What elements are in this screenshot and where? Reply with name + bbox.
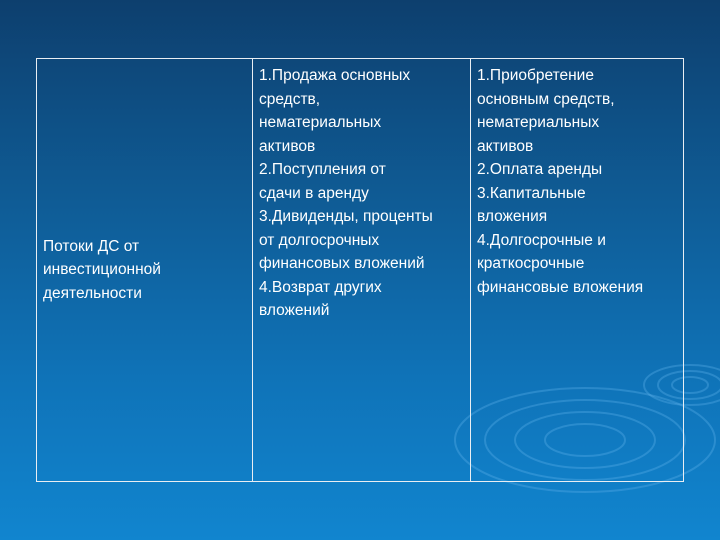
outflows-cell [471, 59, 684, 482]
outflows-list: 1.Приобретение основным средств, нематериальных активов 2.Оплата аренды 3.Капитальные вложения 4.Долгосрочные и краткосрочные финансовые вложения [477, 67, 644, 296]
investment-cash-flows-table [36, 58, 684, 482]
inflows-cell [253, 59, 471, 482]
category-cell [37, 59, 253, 482]
inflows-list: 1.Продажа основных средств, нематериальных активов 2.Поступления от сдачи в аренду 3.Дивиденды, проценты от долгосрочных финансовых вложений 4.Возврат других вложений [259, 67, 433, 319]
table-row [37, 59, 684, 482]
category-label: Потоки ДС от инвестиционной деятельности [43, 237, 161, 302]
